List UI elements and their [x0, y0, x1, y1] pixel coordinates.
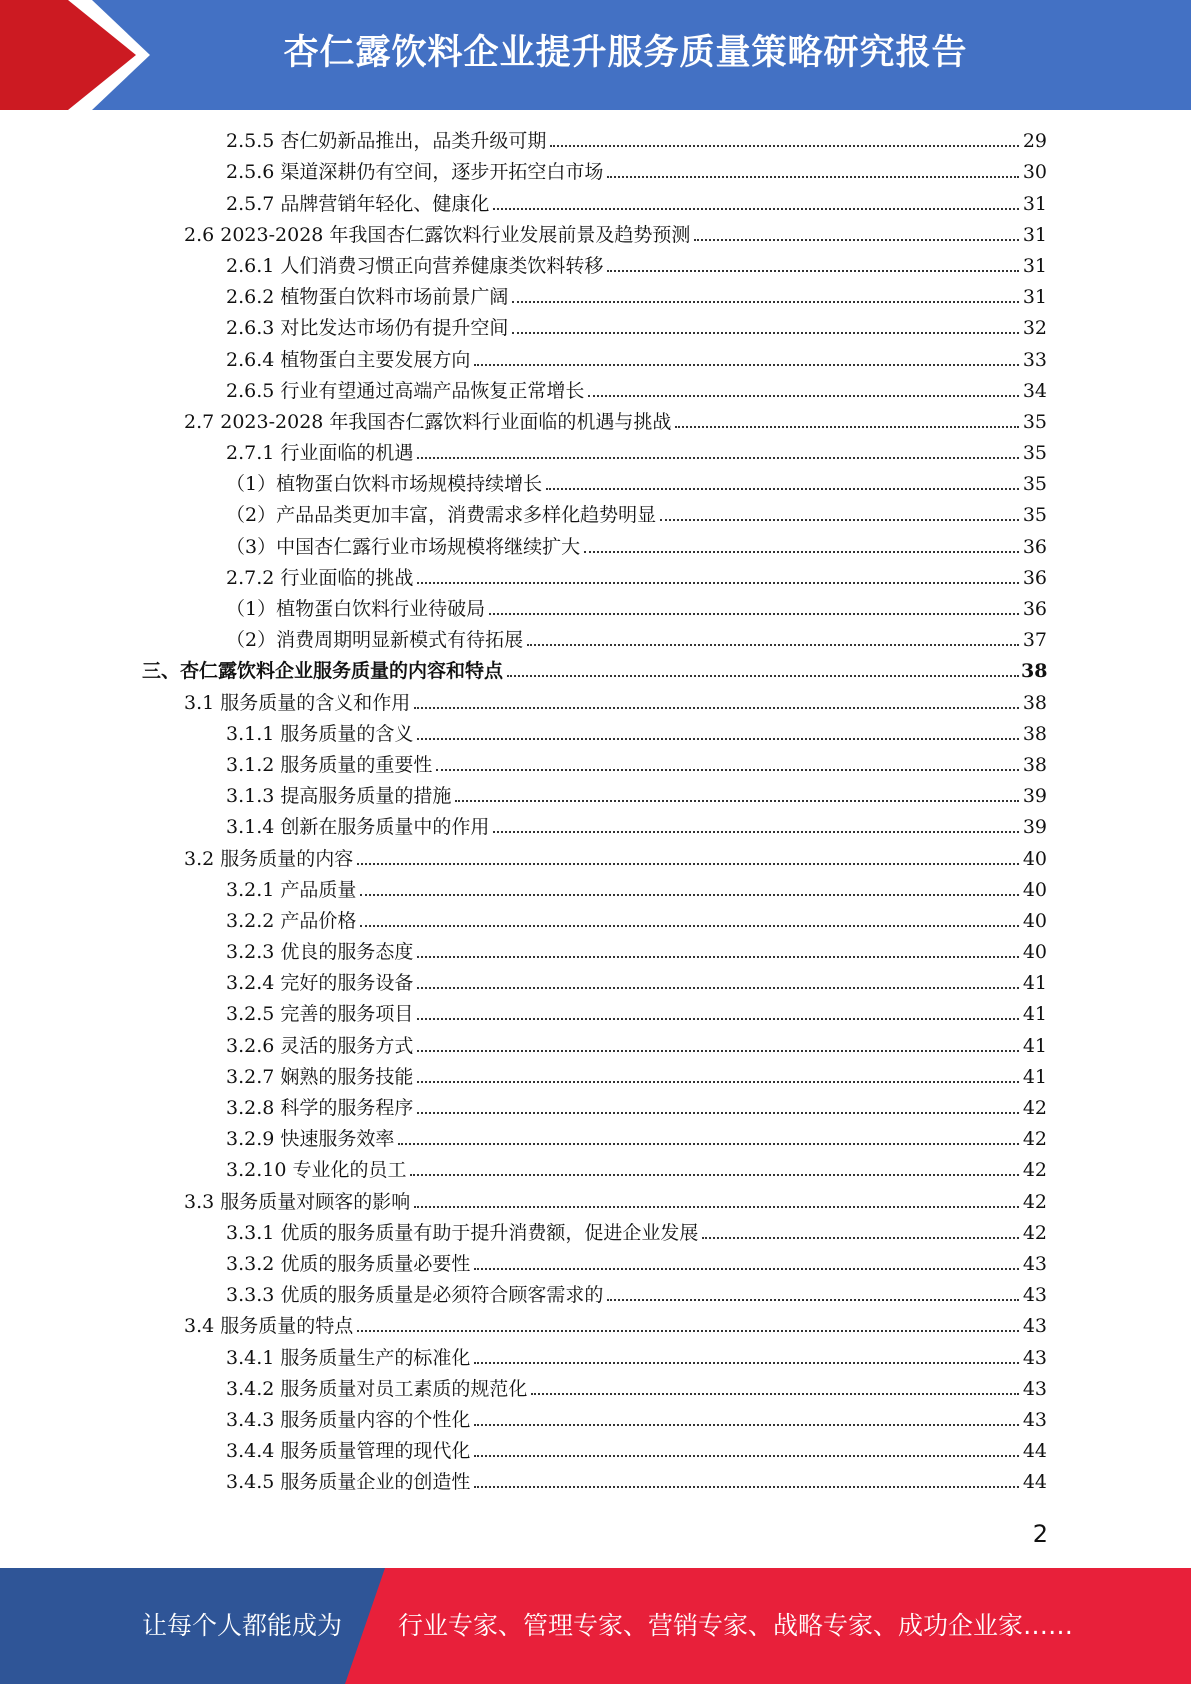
toc-dot-leader — [550, 145, 1019, 147]
toc-dot-leader — [417, 1112, 1019, 1114]
toc-entry-page-number: 40 — [1022, 941, 1047, 964]
toc-entry-page-number: 38 — [1022, 691, 1047, 714]
toc-entry[interactable] — [0, 220, 1191, 251]
toc-entry-page-number: 38 — [1022, 722, 1047, 745]
toc-entry[interactable] — [0, 126, 1191, 157]
toc-dot-leader — [410, 1174, 1019, 1176]
toc-dot-leader — [436, 769, 1019, 771]
toc-entry[interactable] — [0, 594, 1191, 625]
toc-entry-title: 3.2.6 灵活的服务方式 — [226, 1034, 414, 1057]
toc-dot-leader — [584, 551, 1019, 553]
toc-entry[interactable] — [0, 531, 1191, 562]
toc-entry[interactable] — [0, 1155, 1191, 1186]
toc-entry[interactable] — [0, 1280, 1191, 1311]
toc-dot-leader — [357, 863, 1019, 865]
toc-entry-page-number: 31 — [1022, 192, 1047, 215]
toc-dot-leader — [474, 1268, 1019, 1270]
toc-entry-page-number: 38 — [1021, 660, 1048, 683]
toc-entry-page-number: 35 — [1022, 410, 1047, 433]
toc-entry-page-number: 30 — [1022, 161, 1047, 184]
toc-entry-title: 3.3.1 优质的服务质量有助于提升消费额，促进企业发展 — [226, 1221, 699, 1244]
toc-entry[interactable] — [0, 344, 1191, 375]
toc-entry-title: 3.4.3 服务质量内容的个性化 — [226, 1408, 471, 1431]
toc-entry[interactable] — [0, 157, 1191, 188]
toc-dot-leader — [417, 1081, 1019, 1083]
toc-dot-leader — [675, 426, 1019, 428]
toc-entry[interactable] — [0, 1062, 1191, 1093]
table-of-contents — [0, 126, 1191, 1498]
toc-entry[interactable] — [0, 843, 1191, 874]
toc-entry-page-number: 42 — [1022, 1097, 1047, 1119]
toc-entry[interactable] — [0, 1249, 1191, 1280]
toc-dot-leader — [357, 1330, 1019, 1332]
toc-entry-title: 3.3 服务质量对顾客的影响 — [184, 1190, 411, 1213]
toc-entry-page-number: 36 — [1022, 535, 1047, 558]
toc-dot-leader — [474, 1455, 1019, 1457]
toc-entry[interactable] — [0, 687, 1191, 718]
toc-entry[interactable] — [0, 1186, 1191, 1217]
toc-entry-page-number: 34 — [1022, 379, 1047, 402]
footer-slogan-left: 让每个人都能成为 — [142, 1611, 343, 1640]
toc-entry-page-number: 39 — [1022, 816, 1047, 839]
toc-entry-title: 3.2.7 娴熟的服务技能 — [226, 1065, 414, 1088]
toc-entry-page-number: 41 — [1022, 972, 1047, 995]
toc-dot-leader — [512, 332, 1019, 334]
toc-entry[interactable] — [0, 1124, 1191, 1155]
toc-entry-page-number: 35 — [1022, 442, 1047, 465]
toc-entry[interactable] — [0, 1093, 1191, 1124]
toc-entry-title: 2.5.7 品牌营销年轻化、健康化 — [226, 192, 490, 215]
toc-dot-leader — [512, 301, 1019, 303]
toc-entry-page-number: 43 — [1022, 1377, 1047, 1400]
document-title: 杏仁露饮料企业提升服务质量策略研究报告 — [283, 33, 968, 73]
toc-entry-title: 3.1.4 创新在服务质量中的作用 — [226, 816, 490, 839]
toc-dot-leader — [417, 582, 1019, 584]
toc-entry-page-number: 43 — [1022, 1346, 1047, 1369]
toc-entry-title: 3.2.1 产品质量 — [226, 878, 357, 901]
toc-entry[interactable] — [0, 1374, 1191, 1405]
toc-entry-title: 3.2.8 科学的服务程序 — [226, 1097, 414, 1119]
toc-entry-title: 3.1 服务质量的含义和作用 — [184, 691, 411, 714]
toc-entry[interactable] — [0, 1467, 1191, 1498]
toc-entry-page-number: 39 — [1022, 785, 1047, 808]
toc-entry[interactable] — [0, 1218, 1191, 1249]
toc-dot-leader — [489, 613, 1019, 615]
toc-entry-page-number: 43 — [1022, 1252, 1047, 1275]
page-number: 2 — [1032, 1520, 1048, 1548]
toc-entry-page-number: 40 — [1022, 909, 1047, 932]
toc-entry[interactable] — [0, 251, 1191, 282]
toc-dot-leader — [474, 1424, 1019, 1426]
footer-banner — [0, 1568, 1191, 1684]
toc-entry-page-number: 29 — [1022, 130, 1047, 153]
toc-entry-title: 3.1.3 提高服务质量的措施 — [226, 785, 452, 808]
toc-dot-leader — [546, 488, 1019, 490]
toc-dot-leader — [417, 457, 1019, 459]
toc-entry-page-number: 43 — [1022, 1284, 1047, 1307]
toc-entry-title: 2.6.1 人们消费习惯正向营养健康类饮料转移 — [226, 254, 604, 277]
header-banner — [0, 0, 1191, 110]
toc-dot-leader — [360, 925, 1019, 927]
toc-entry[interactable] — [0, 1030, 1191, 1061]
toc-entry-title: （2）产品品类更加丰富，消费需求多样化趋势明显 — [226, 504, 657, 527]
toc-entry-page-number: 42 — [1022, 1190, 1047, 1213]
toc-dot-leader — [531, 1393, 1019, 1395]
toc-entry-title: 3.2.2 产品价格 — [226, 909, 357, 932]
toc-entry-page-number: 40 — [1022, 878, 1047, 901]
toc-dot-leader — [588, 395, 1019, 397]
toc-entry-page-number: 35 — [1022, 504, 1047, 527]
toc-entry[interactable] — [0, 906, 1191, 937]
toc-entry-title: 2.6.3 对比发达市场仍有提升空间 — [226, 317, 509, 340]
toc-entry-title: 3.3.2 优质的服务质量必要性 — [226, 1252, 471, 1275]
toc-dot-leader — [398, 1143, 1019, 1145]
toc-dot-leader — [474, 1486, 1019, 1488]
footer-slogan-right: 行业专家、管理专家、营销专家、战略专家、成功企业家…… — [398, 1611, 1074, 1640]
toc-dot-leader — [455, 800, 1019, 802]
toc-entry-title: （1）植物蛋白饮料市场规模持续增长 — [226, 473, 543, 496]
toc-entry-page-number: 32 — [1022, 317, 1047, 340]
toc-entry-title: 3.1.1 服务质量的含义 — [226, 722, 414, 745]
toc-entry-title: 3.4.5 服务质量企业的创造性 — [226, 1471, 471, 1494]
toc-entry[interactable] — [0, 999, 1191, 1030]
toc-entry-title: 2.5.6 渠道深耕仍有空间，逐步开拓空白市场 — [226, 161, 604, 184]
toc-entry[interactable] — [0, 313, 1191, 344]
toc-entry-title: 3.2 服务质量的内容 — [184, 847, 354, 870]
toc-entry[interactable] — [0, 1311, 1191, 1342]
toc-entry-title: 3.2.3 优良的服务态度 — [226, 941, 414, 964]
toc-dot-leader — [360, 894, 1019, 896]
toc-dot-leader — [474, 1362, 1019, 1364]
toc-entry-title: 2.5.5 杏仁奶新品推出，品类升级可期 — [226, 130, 547, 153]
toc-entry-title: 3.4.1 服务质量生产的标准化 — [226, 1346, 471, 1369]
toc-entry-title: 2.6.5 行业有望通过高端产品恢复正常增长 — [226, 379, 585, 402]
toc-entry-title: 三、杏仁露饮料企业服务质量的内容和特点 — [142, 660, 504, 683]
toc-entry[interactable] — [0, 750, 1191, 781]
toc-entry-page-number: 41 — [1022, 1003, 1047, 1026]
toc-entry[interactable] — [0, 407, 1191, 438]
toc-entry-title: 3.4.4 服务质量管理的现代化 — [226, 1440, 471, 1463]
toc-entry-title: 3.2.4 完好的服务设备 — [226, 972, 414, 995]
toc-entry-page-number: 41 — [1022, 1065, 1047, 1088]
toc-entry-page-number: 31 — [1022, 286, 1047, 309]
toc-dot-leader — [702, 1237, 1019, 1239]
toc-entry-title: 3.4 服务质量的特点 — [184, 1315, 354, 1338]
toc-dot-leader — [527, 644, 1019, 646]
toc-entry-title: 3.1.2 服务质量的重要性 — [226, 753, 433, 776]
toc-entry-title: 2.6.4 植物蛋白主要发展方向 — [226, 348, 471, 371]
toc-entry-page-number: 42 — [1022, 1221, 1047, 1244]
toc-entry[interactable] — [0, 937, 1191, 968]
toc-entry[interactable] — [0, 438, 1191, 469]
toc-dot-leader — [474, 364, 1019, 366]
toc-entry[interactable] — [0, 1436, 1191, 1467]
toc-dot-leader — [507, 675, 1019, 677]
toc-dot-leader — [417, 1050, 1019, 1052]
toc-entry[interactable] — [0, 1342, 1191, 1373]
toc-dot-leader — [414, 707, 1019, 709]
toc-entry-page-number: 35 — [1022, 473, 1047, 496]
toc-entry-title: 2.6.2 植物蛋白饮料市场前景广阔 — [226, 286, 509, 309]
toc-entry-page-number: 38 — [1022, 753, 1047, 776]
toc-entry[interactable] — [0, 500, 1191, 531]
toc-entry-page-number: 31 — [1022, 254, 1047, 277]
toc-entry-title: 3.2.5 完善的服务项目 — [226, 1003, 414, 1026]
toc-entry[interactable] — [0, 1405, 1191, 1436]
toc-entry[interactable] — [0, 563, 1191, 594]
toc-entry-title: 2.6 2023-2028 年我国杏仁露饮料行业发展前景及趋势预测 — [184, 223, 691, 246]
toc-entry[interactable] — [0, 469, 1191, 500]
toc-entry-title: 2.7.1 行业面临的机遇 — [226, 442, 414, 465]
toc-dot-leader — [417, 1018, 1019, 1020]
toc-dot-leader — [607, 176, 1019, 178]
toc-entry[interactable] — [0, 376, 1191, 407]
toc-dot-leader — [607, 270, 1019, 272]
toc-entry-page-number: 36 — [1022, 566, 1047, 589]
toc-entry-title: （1）植物蛋白饮料行业待破局 — [226, 598, 486, 620]
toc-dot-leader — [417, 956, 1019, 958]
toc-dot-leader — [417, 738, 1019, 740]
toc-entry-page-number: 40 — [1022, 847, 1047, 870]
toc-entry-page-number: 41 — [1022, 1034, 1047, 1057]
toc-entry-title: （2）消费周期明显新模式有待拓展 — [226, 629, 524, 652]
toc-entry-page-number: 37 — [1022, 629, 1047, 652]
toc-dot-leader — [414, 1206, 1019, 1208]
toc-entry[interactable] — [0, 968, 1191, 999]
toc-entry-page-number: 44 — [1022, 1440, 1047, 1463]
toc-entry-title: 2.7 2023-2028 年我国杏仁露饮料行业面临的机遇与挑战 — [184, 410, 672, 433]
toc-entry[interactable] — [0, 188, 1191, 219]
toc-dot-leader — [493, 831, 1019, 833]
toc-dot-leader — [493, 208, 1019, 210]
toc-entry[interactable] — [0, 875, 1191, 906]
toc-entry-title: 3.3.3 优质的服务质量是必须符合顾客需求的 — [226, 1284, 604, 1307]
toc-dot-leader — [417, 987, 1019, 989]
toc-entry-page-number: 33 — [1022, 348, 1047, 371]
toc-entry-title: （3）中国杏仁露行业市场规模将继续扩大 — [226, 535, 581, 558]
toc-entry-page-number: 36 — [1022, 598, 1047, 620]
toc-entry-title: 3.2.9 快速服务效率 — [226, 1128, 395, 1151]
toc-entry[interactable] — [0, 282, 1191, 313]
toc-entry[interactable] — [0, 812, 1191, 843]
toc-entry-title: 3.2.10 专业化的员工 — [226, 1159, 407, 1182]
toc-entry-title: 3.4.2 服务质量对员工素质的规范化 — [226, 1377, 528, 1400]
toc-dot-leader — [660, 519, 1019, 521]
toc-entry-page-number: 42 — [1022, 1128, 1047, 1151]
toc-entry-page-number: 43 — [1022, 1408, 1047, 1431]
toc-entry[interactable] — [0, 781, 1191, 812]
toc-entry[interactable] — [0, 719, 1191, 750]
toc-entry-page-number: 31 — [1022, 223, 1047, 246]
toc-entry-title: 2.7.2 行业面临的挑战 — [226, 566, 414, 589]
toc-entry-page-number: 44 — [1022, 1471, 1047, 1494]
toc-entry[interactable] — [0, 625, 1191, 656]
toc-entry-page-number: 42 — [1022, 1159, 1047, 1182]
toc-dot-leader — [607, 1299, 1019, 1301]
toc-entry[interactable] — [0, 656, 1191, 687]
toc-dot-leader — [694, 239, 1019, 241]
toc-entry-page-number: 43 — [1022, 1315, 1047, 1338]
